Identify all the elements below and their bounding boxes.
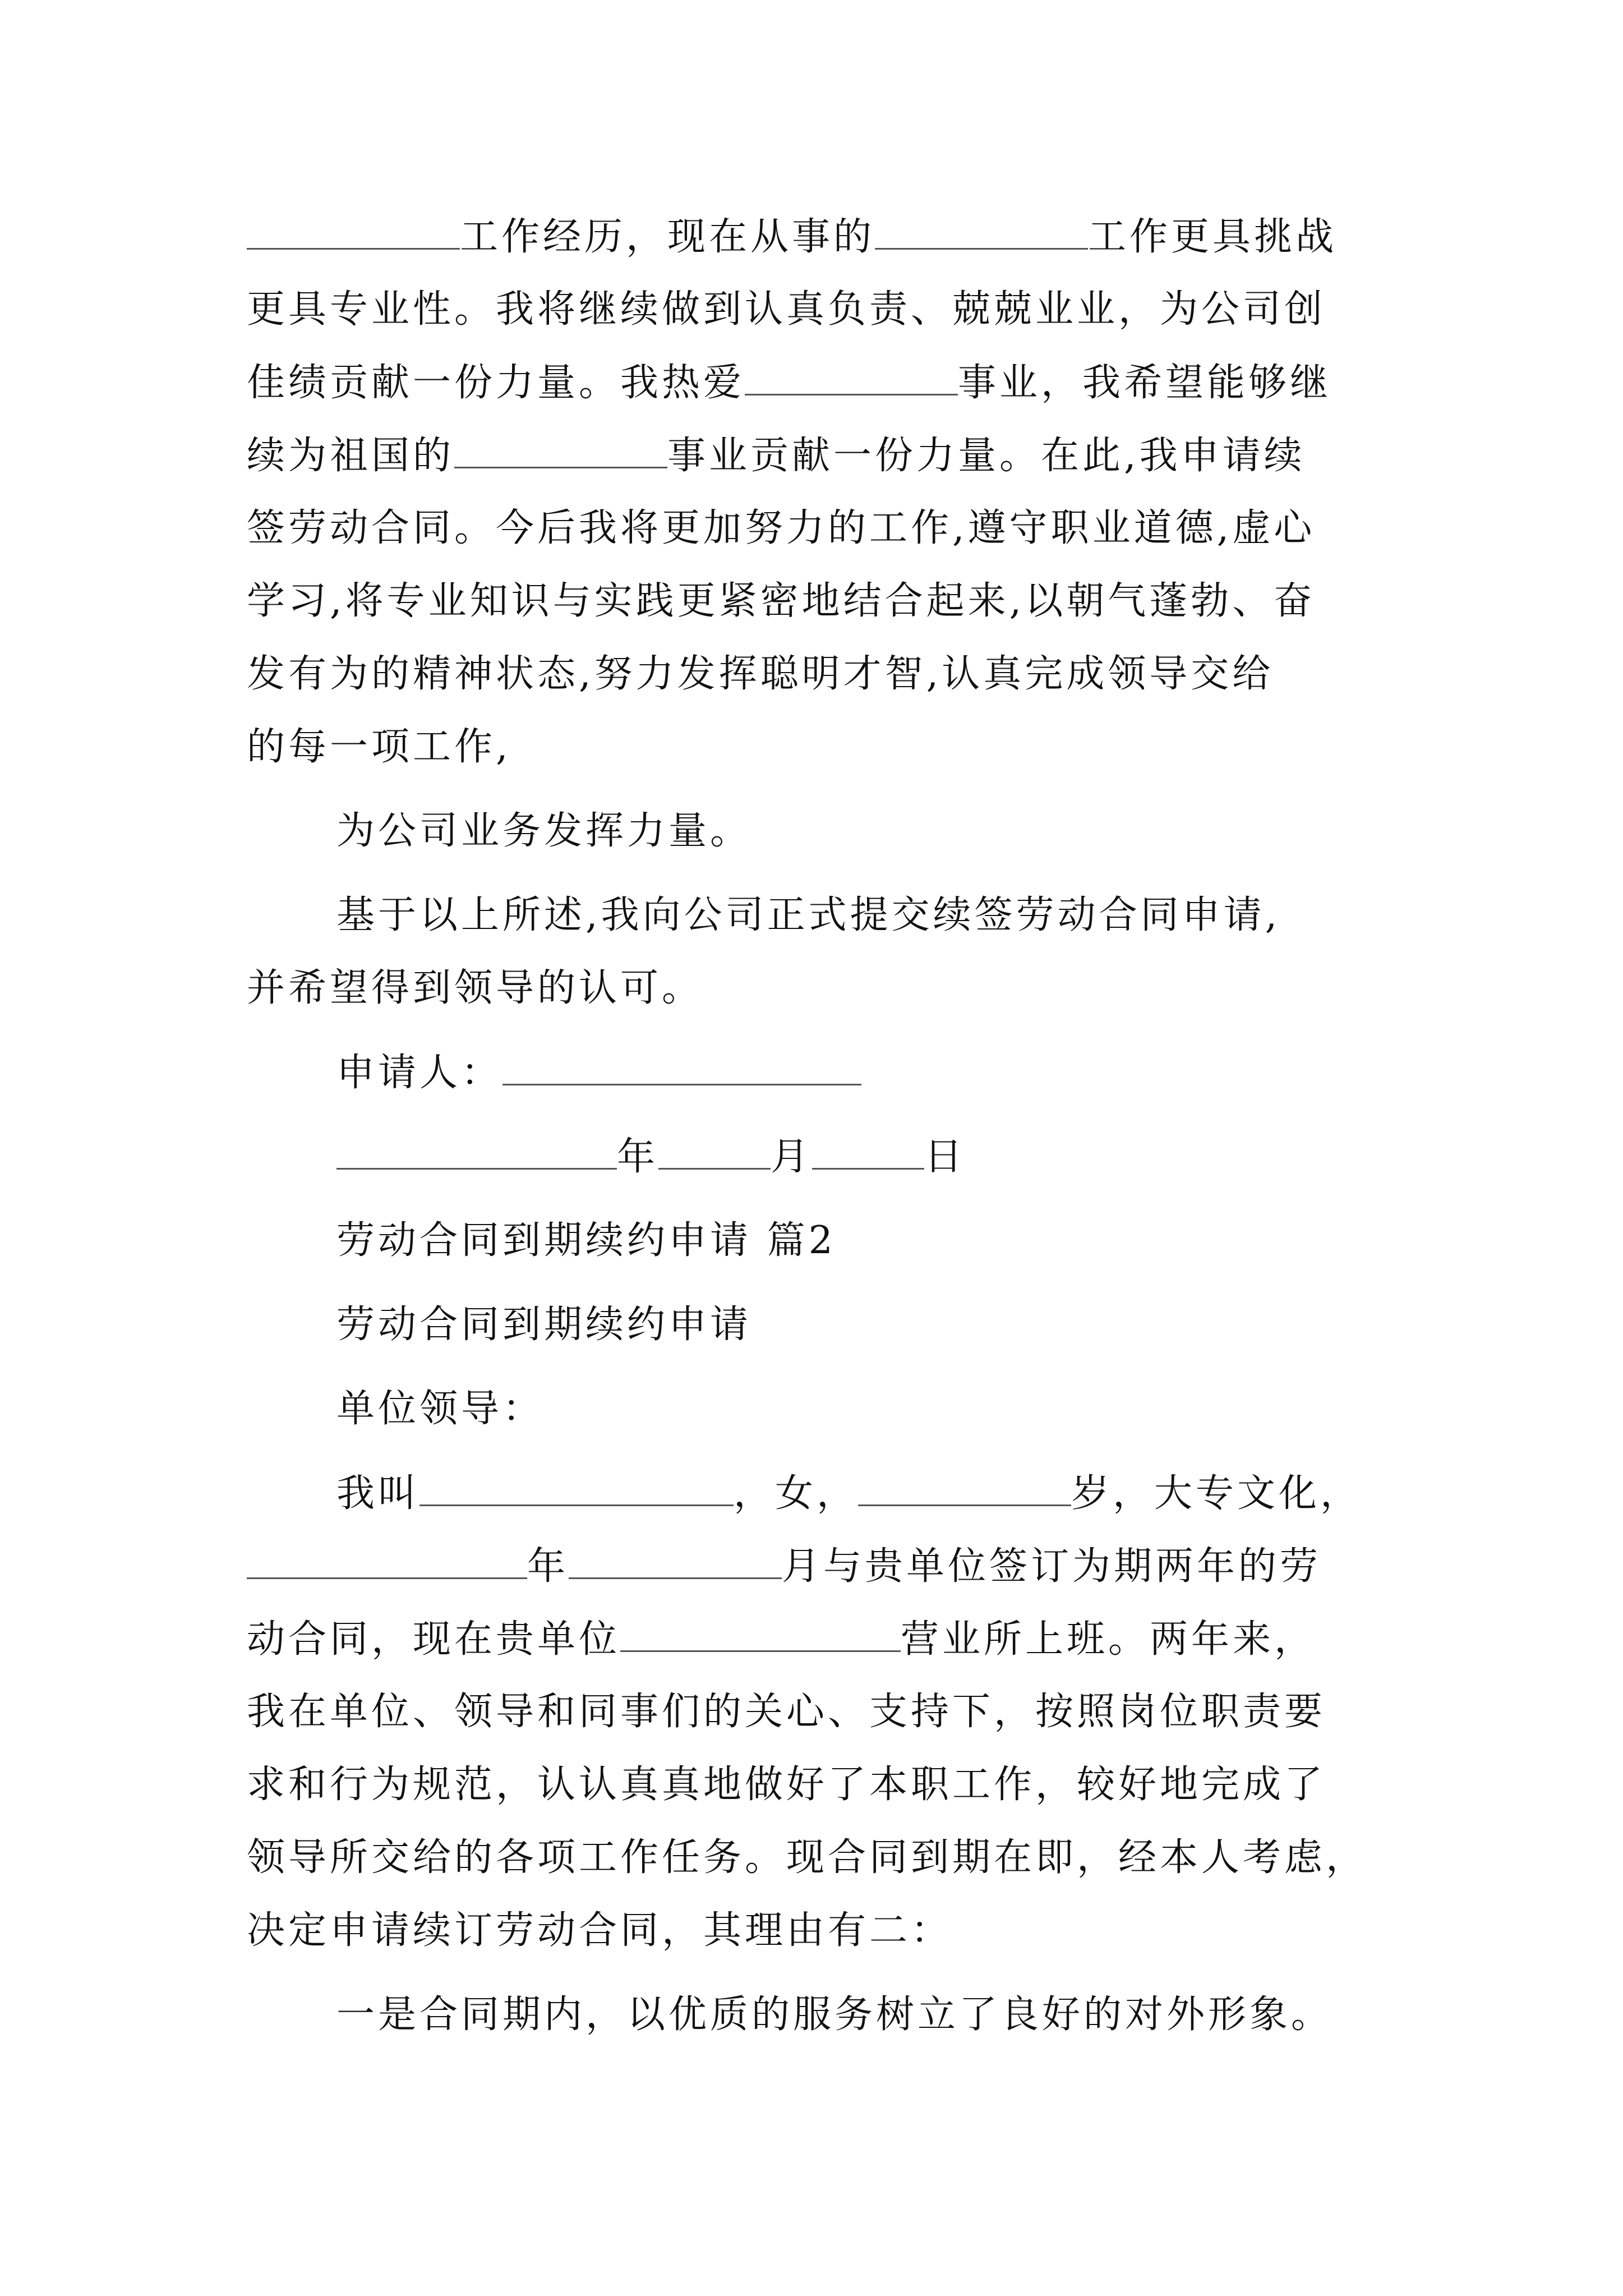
text-run: 学习,将专业知识与实践更紧密地结合起来,以朝气蓬勃、奋 bbox=[247, 579, 1316, 623]
year-blank bbox=[336, 1129, 617, 1170]
paragraph-line bbox=[247, 1611, 1316, 1667]
month-blank bbox=[658, 1129, 771, 1170]
paragraph-line bbox=[336, 887, 1280, 944]
applicant-line bbox=[336, 1045, 861, 1101]
applicant-label: 申请人： bbox=[336, 1051, 503, 1095]
text-run: 求和行为规范，认认真真地做好了本职工作，较好地完成了 bbox=[247, 1763, 1326, 1807]
paragraph-line bbox=[247, 209, 1337, 265]
applicant-blank bbox=[502, 1045, 861, 1085]
paragraph-line bbox=[247, 1757, 1326, 1813]
text-run: 单位领导： bbox=[336, 1387, 545, 1431]
text-run: 续为祖国的 bbox=[247, 434, 455, 478]
text-run: 一是合同期内，以优质的服务树立了良好的对外形象。 bbox=[336, 1993, 1333, 2037]
paragraph-line bbox=[247, 573, 1315, 629]
day-blank bbox=[812, 1129, 924, 1170]
day-label: 日 bbox=[924, 1135, 966, 1179]
name-blank bbox=[419, 1465, 734, 1506]
paragraph-line bbox=[247, 646, 1274, 702]
text-run: ，女， bbox=[734, 1471, 859, 1516]
paragraph-line bbox=[247, 1903, 952, 1959]
year-blank bbox=[247, 1538, 527, 1579]
paragraph-line bbox=[336, 1465, 1362, 1521]
text-run: 并希望得到领导的认可。 bbox=[247, 966, 704, 1010]
text-run: 劳动合同到期续约申请 篇2 bbox=[336, 1218, 836, 1263]
text-run: 的每一项工作, bbox=[247, 725, 511, 769]
text-run: 基于以上所述,我向公司正式提交续签劳动合同申请, bbox=[336, 893, 1281, 937]
paragraph-line bbox=[247, 719, 511, 775]
text-run: 岁，大专文化， bbox=[1071, 1471, 1362, 1516]
text-run: 我叫 bbox=[336, 1471, 420, 1516]
text-run: 签劳动合同。今后我将更加努力的工作,遵守职业道德,虚心 bbox=[247, 506, 1316, 550]
text-run: 事业贡献一份力量。在此,我申请续 bbox=[667, 434, 1306, 478]
date-line bbox=[336, 1129, 966, 1185]
month-label: 月 bbox=[771, 1135, 813, 1179]
text-run: 工作经历，现在从事的 bbox=[460, 215, 875, 259]
section-heading bbox=[336, 1213, 836, 1269]
text-run: 年 bbox=[527, 1544, 569, 1589]
fill-in-blank bbox=[247, 209, 460, 250]
paragraph-line bbox=[247, 1538, 1321, 1594]
text-run: 工作更具挑战 bbox=[1088, 215, 1338, 259]
text-run: 决定申请续订劳动合同，其理由有二： bbox=[247, 1908, 953, 1953]
text-run: 营业所上班。两年来， bbox=[901, 1617, 1316, 1662]
fill-in-blank bbox=[875, 209, 1088, 250]
paragraph-line bbox=[336, 803, 751, 859]
text-run: 劳动合同到期续约申请 bbox=[336, 1303, 752, 1347]
text-run: 为公司业务发挥力量。 bbox=[336, 809, 752, 853]
paragraph-line bbox=[247, 1830, 1367, 1886]
paragraph-line bbox=[247, 1684, 1326, 1740]
text-run: 事业，我希望能够继 bbox=[958, 361, 1332, 405]
month-blank bbox=[569, 1538, 782, 1579]
salutation bbox=[336, 1381, 544, 1437]
age-blank bbox=[858, 1465, 1071, 1506]
paragraph-line bbox=[247, 427, 1306, 484]
text-run: 月与贵单位签订为期两年的劳 bbox=[782, 1544, 1322, 1589]
text-run: 发有为的精神状态,努力发挥聪明才智,认真完成领导交给 bbox=[247, 652, 1274, 696]
text-run: 我在单位、领导和同事们的关心、支持下，按照岗位职责要 bbox=[247, 1690, 1326, 1734]
fill-in-blank bbox=[454, 427, 667, 468]
text-run: 动合同，现在贵单位 bbox=[247, 1617, 621, 1662]
text-run: 佳绩贡献一份力量。我热爱 bbox=[247, 361, 745, 405]
paragraph-line bbox=[247, 960, 703, 1016]
paragraph-line bbox=[336, 1987, 1332, 2043]
fill-in-blank bbox=[745, 355, 958, 395]
text-run: 更具专业性。我将继续做到认真负责、兢兢业业，为公司创 bbox=[247, 287, 1326, 332]
year-label: 年 bbox=[617, 1135, 659, 1179]
paragraph-line bbox=[247, 282, 1326, 338]
text-run: 领导所交给的各项工作任务。现合同到期在即，经本人考虑， bbox=[247, 1835, 1368, 1880]
paragraph-line bbox=[247, 355, 1331, 411]
office-blank bbox=[620, 1611, 901, 1652]
document-title bbox=[336, 1297, 751, 1353]
paragraph-line bbox=[247, 500, 1315, 556]
